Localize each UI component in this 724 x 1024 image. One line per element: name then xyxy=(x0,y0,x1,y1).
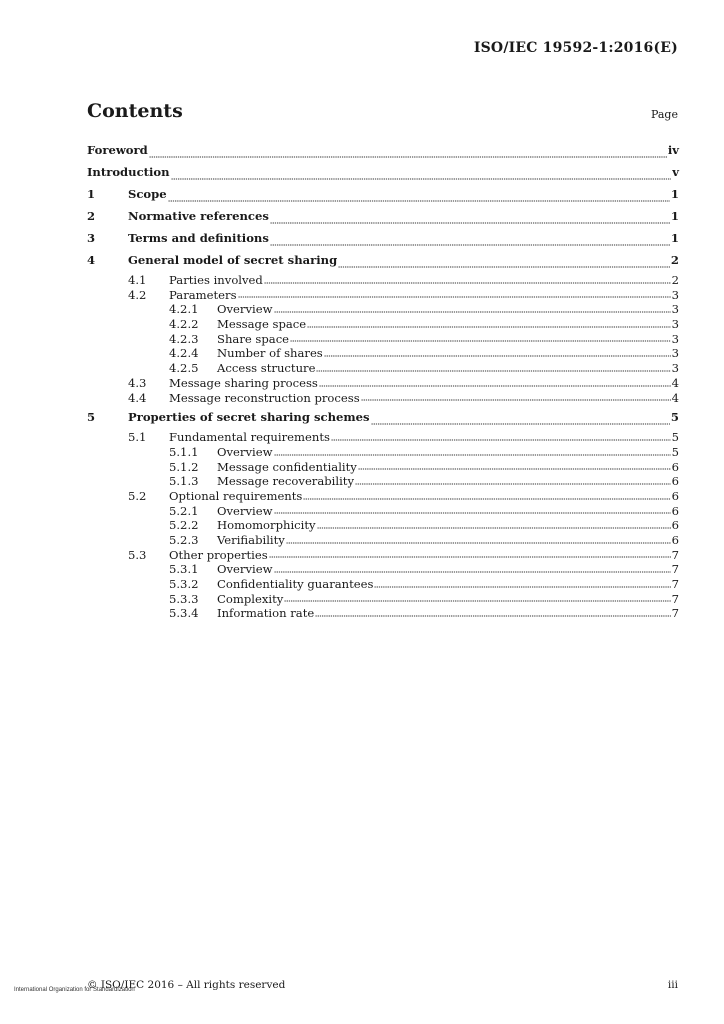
toc-entry-title: Message space xyxy=(217,317,307,332)
toc-entry-page: 3 xyxy=(671,346,679,361)
toc-entry-number: 4.4 xyxy=(128,390,147,405)
toc-entry-title: Normative references xyxy=(128,209,269,223)
toc-entry-page: 6 xyxy=(671,503,679,518)
toc-entry[interactable] xyxy=(87,518,679,533)
toc-entry[interactable] xyxy=(87,346,679,361)
toc-entry-number: 5.2 xyxy=(128,488,147,503)
toc-entry[interactable] xyxy=(87,288,679,303)
dot-leader xyxy=(361,391,671,406)
toc-entry[interactable] xyxy=(87,562,679,577)
toc-entry-page: 7 xyxy=(671,562,679,577)
toc-entry[interactable] xyxy=(87,489,679,504)
dot-leader xyxy=(274,562,671,577)
toc-entry-title: Number of shares xyxy=(217,346,323,361)
toc-entry[interactable] xyxy=(87,430,679,445)
toc-entry-title: Overview xyxy=(217,503,273,518)
toc-entry-number: 5.2.2 xyxy=(169,518,199,533)
toc-entry-title: Message sharing process xyxy=(169,375,318,390)
dot-leader xyxy=(317,518,671,533)
toc-entry-title: Overview xyxy=(217,302,273,317)
toc-entry-number: 5.1.2 xyxy=(169,459,199,474)
toc-entry-title: Scope xyxy=(128,187,167,201)
toc-entry-title: Complexity xyxy=(217,591,284,606)
toc-entry[interactable] xyxy=(87,474,679,489)
toc-entry-number: 2 xyxy=(87,209,96,223)
dot-leader xyxy=(274,504,671,519)
toc-entry-number: 5.3.2 xyxy=(169,577,199,592)
toc-entry-title: Properties of secret sharing schemes xyxy=(128,410,370,425)
toc-entry-number: 5.1.3 xyxy=(169,474,199,489)
toc-entry-page: 7 xyxy=(671,591,679,606)
toc-entry-page: 2 xyxy=(671,273,679,287)
toc-entry[interactable] xyxy=(87,229,679,251)
toc-entry-number: 4.2.3 xyxy=(169,331,199,346)
toc-entry[interactable] xyxy=(87,302,679,317)
toc-entry[interactable] xyxy=(87,376,679,391)
toc-entry[interactable] xyxy=(87,533,679,548)
toc-entry-page: 5 xyxy=(671,444,679,459)
dot-leader xyxy=(290,332,671,347)
toc-entry-number: 4.2.4 xyxy=(169,346,199,361)
toc-entry-page: 5 xyxy=(670,410,679,425)
dot-leader xyxy=(171,163,672,185)
toc-entry-number: 4.2.1 xyxy=(169,302,199,317)
toc-entry-title: Parameters xyxy=(169,287,237,302)
page-column-label: Page xyxy=(650,108,678,121)
toc-entry-title: Fundamental requirements xyxy=(169,430,330,445)
toc-entry[interactable] xyxy=(87,408,679,430)
toc-entry-page: v xyxy=(672,165,679,179)
toc-entry-number: 5.3.1 xyxy=(169,562,199,577)
toc-entry-number: 5.1.1 xyxy=(169,444,199,459)
footer-copyright: © ISO/IEC 2016 – All rights reserved xyxy=(87,979,286,991)
toc-entry[interactable] xyxy=(87,207,679,229)
toc-entry[interactable] xyxy=(87,141,679,163)
dot-leader xyxy=(358,460,671,475)
org-watermark: International Organization for Standardization xyxy=(14,987,135,993)
toc-entry-title: Message reconstruction process xyxy=(169,390,360,405)
toc-entry-page: 6 xyxy=(671,474,679,489)
toc-entry[interactable] xyxy=(87,391,679,406)
dot-leader xyxy=(303,489,670,504)
toc-entry-page: 3 xyxy=(671,331,679,346)
toc-entry[interactable] xyxy=(87,251,679,273)
toc-entry[interactable] xyxy=(87,504,679,519)
toc-entry-page: 6 xyxy=(671,533,679,547)
toc-entry-title: Overview xyxy=(217,562,273,577)
toc-entry-title: Introduction xyxy=(87,165,170,179)
dot-leader xyxy=(270,229,670,251)
toc-entry-page: 2 xyxy=(670,253,679,267)
toc-entry-page: 1 xyxy=(670,231,679,245)
dot-leader xyxy=(264,273,671,288)
document-id: ISO/IEC 19592-1:2016(E) xyxy=(473,40,678,56)
toc-entry[interactable] xyxy=(87,606,679,621)
toc-entry-page: 4 xyxy=(671,375,679,390)
toc-entry-number: 5.3 xyxy=(128,547,147,562)
toc-entry-page: 6 xyxy=(671,459,679,474)
dot-leader xyxy=(274,445,671,460)
dot-leader xyxy=(284,592,670,607)
dot-leader xyxy=(307,317,670,332)
dot-leader xyxy=(338,251,670,273)
toc-entry-title: Message recoverability xyxy=(217,474,355,489)
dot-leader xyxy=(286,533,671,548)
toc-entry-number: 5.3.4 xyxy=(169,606,199,621)
toc-entry-page: 3 xyxy=(671,287,679,302)
toc-entry-title: Verifiability xyxy=(217,533,285,547)
toc-entry-number: 1 xyxy=(87,187,96,201)
toc-entry-number: 5.2.3 xyxy=(169,533,199,547)
toc-entry-page: 4 xyxy=(671,390,679,405)
toc-entry-number: 5.2.1 xyxy=(169,503,199,518)
dot-leader xyxy=(238,288,671,303)
toc-entry-page: 7 xyxy=(671,606,679,621)
toc-entry[interactable] xyxy=(87,332,679,347)
dot-leader xyxy=(319,376,671,391)
toc-entry-title: General model of secret sharing xyxy=(128,253,338,267)
toc-entry-title: Message confidentiality xyxy=(217,459,357,474)
toc-entry-page: 7 xyxy=(671,577,679,592)
contents-title: Contents xyxy=(87,100,183,122)
toc-entry[interactable] xyxy=(87,185,679,207)
toc-entry-number: 5.3.3 xyxy=(169,591,199,606)
toc-entry-number: 4.1 xyxy=(128,273,147,287)
toc-entry[interactable] xyxy=(87,163,679,185)
toc-entry-title: Other properties xyxy=(169,547,268,562)
dot-leader xyxy=(371,408,670,430)
toc-entry-title: Confidentiality guarantees xyxy=(217,577,374,592)
table-of-contents xyxy=(87,141,679,621)
dot-leader xyxy=(355,474,671,489)
toc-entry-number: 4.3 xyxy=(128,375,147,390)
toc-entry-title: Terms and definitions xyxy=(128,231,269,245)
toc-entry-title: Homomorphicity xyxy=(217,518,316,533)
toc-entry-number: 4.2.5 xyxy=(169,361,199,376)
dot-leader xyxy=(149,141,667,163)
toc-entry-title: Optional requirements xyxy=(169,488,303,503)
toc-entry-title: Parties involved xyxy=(169,273,263,287)
dot-leader xyxy=(315,606,670,621)
dot-leader xyxy=(331,430,671,445)
dot-leader xyxy=(274,302,671,317)
toc-entry-page: 6 xyxy=(671,518,679,533)
toc-entry-number: 4.2.2 xyxy=(169,317,199,332)
dot-leader xyxy=(269,548,671,563)
toc-entry-page: 3 xyxy=(671,317,679,332)
toc-entry-page: 6 xyxy=(671,488,679,503)
toc-entry-page: 1 xyxy=(670,209,679,223)
toc-entry-title: Overview xyxy=(217,444,273,459)
dot-leader xyxy=(168,185,670,207)
toc-entry-page: 5 xyxy=(671,430,679,445)
toc-entry-page: 3 xyxy=(671,361,679,376)
toc-entry-page: 7 xyxy=(671,547,679,562)
toc-entry-number: 4.2 xyxy=(128,287,147,302)
toc-entry-number: 5 xyxy=(87,410,96,425)
toc-entry-title: Foreword xyxy=(87,143,148,157)
dot-leader xyxy=(316,361,670,376)
dot-leader xyxy=(374,577,670,592)
toc-entry-number: 3 xyxy=(87,231,96,245)
toc-entry[interactable] xyxy=(87,445,679,460)
toc-entry-title: Share space xyxy=(217,331,290,346)
footer-page-number: iii xyxy=(667,979,678,991)
dot-leader xyxy=(270,207,670,229)
toc-entry-page: iv xyxy=(667,143,679,157)
toc-entry-page: 3 xyxy=(671,302,679,317)
toc-entry[interactable] xyxy=(87,460,679,475)
toc-entry[interactable] xyxy=(87,548,679,563)
toc-entry-number: 4 xyxy=(87,253,96,267)
toc-entry-page: 1 xyxy=(670,187,679,201)
toc-entry[interactable] xyxy=(87,273,679,288)
toc-entry[interactable] xyxy=(87,317,679,332)
toc-entry-number: 5.1 xyxy=(128,430,147,445)
toc-entry[interactable] xyxy=(87,577,679,592)
toc-entry[interactable] xyxy=(87,361,679,376)
dot-leader xyxy=(324,346,671,361)
toc-entry[interactable] xyxy=(87,592,679,607)
toc-entry-title: Access structure xyxy=(217,361,316,376)
toc-entry-title: Information rate xyxy=(217,606,315,621)
